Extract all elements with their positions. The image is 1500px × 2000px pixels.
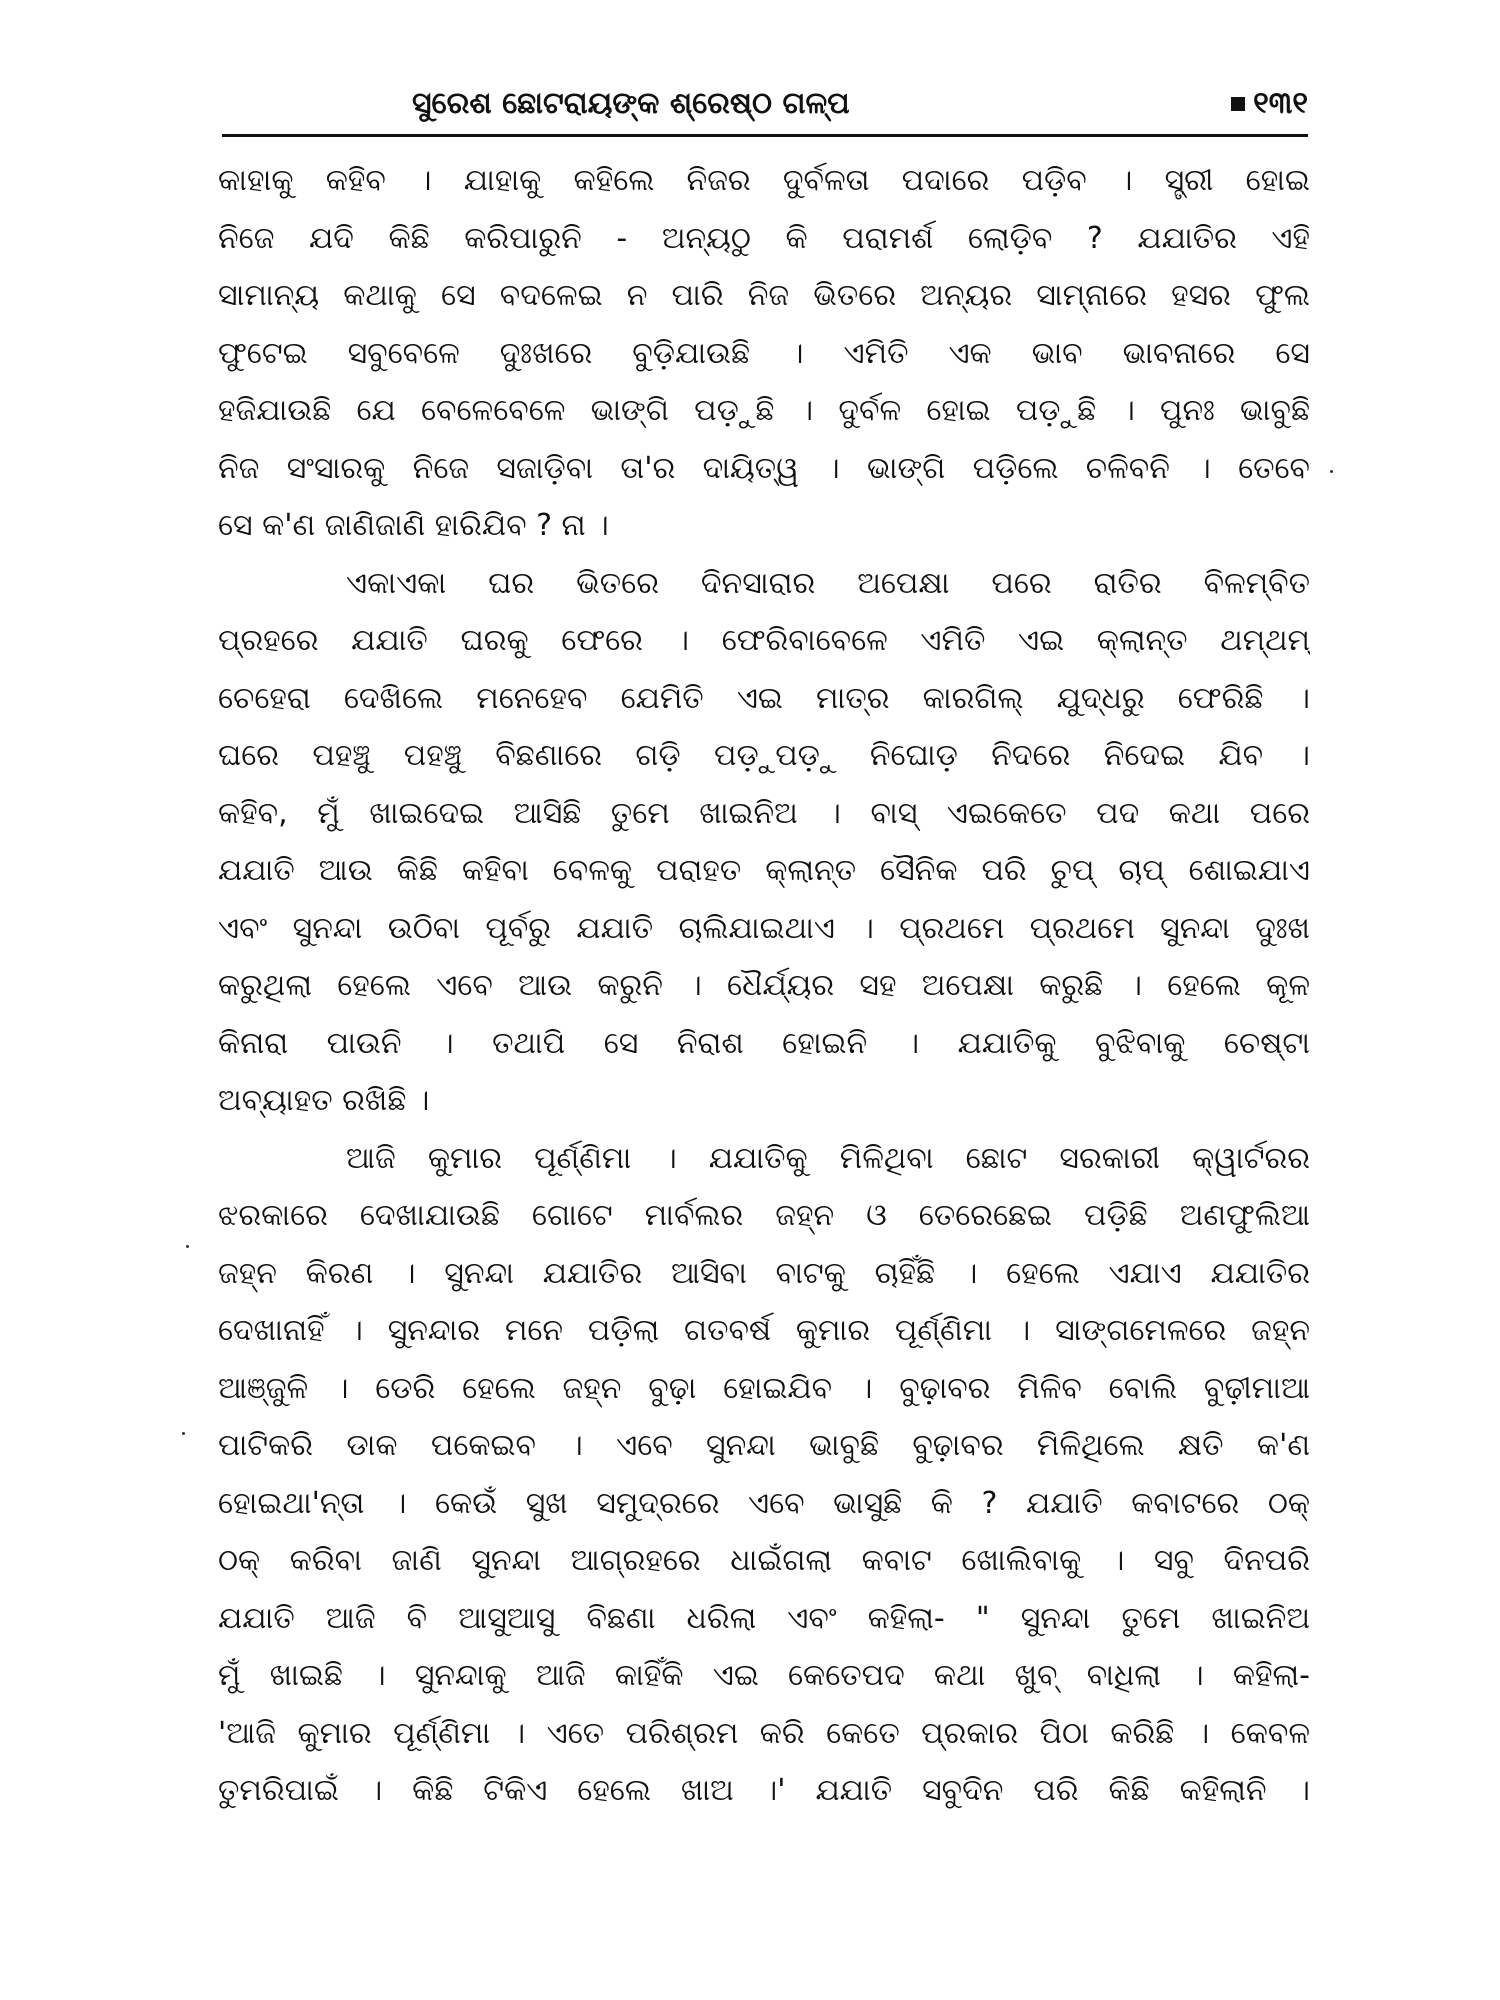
text-line: ମୁଁ ଖାଇଛି । ସୁନନ୍ଦାକୁ ଆଜି କାହିଁକି ଏଇ କେତେପଦ କଥା ଖୁବ୍ ବାଧିଲା । କହିଲା- [218, 1658, 1310, 1693]
text-line: ସେ କ'ଣ ଜାଣିଜାଣି ହାରିଯିବ ? ନା । [218, 508, 609, 543]
text-line: କହିବ, ମୁଁ ଖାଇଦେଇ ଆସିଛି ତୁମେ ଖାଇନିଅ । ବାସ୍ ଏଇକେତେ ପଦ କଥା ପରେ [218, 795, 1310, 831]
scan-speck [1330, 470, 1333, 473]
text-line: ଯଯାତି ଆଜି ବି ଆସୁଆସୁ ବିଛଣା ଧରିଲା ଏବଂ କହିଲା- " ସୁନନ୍ଦା ତୁମେ ଖାଇନିଅ [218, 1600, 1310, 1636]
text-line: ଯଯାତି ଆଉ କିଛି କହିବା ବେଳକୁ ପରାହତ କ୍ଲାନ୍ତ ସୈନିକ ପରି ଚୁପ୍ ଚାପ୍ ଶୋଇଯାଏ [218, 853, 1310, 888]
running-header [222, 82, 1308, 130]
text-line: ସାମାନ୍ୟ କଥାକୁ ସେ ବଦଳେଇ ନ ପାରି ନିଜ ଭିତରେ ଅନ୍ୟର ସାମ୍ନାରେ ହସର ଫୁଲ [218, 278, 1310, 313]
text-line: ପ୍ରହରେ ଯଯାତି ଘରକୁ ଫେରେ । ଫେରିବାବେଳେ ଏମିତି ଏଇ କ୍ଲାନ୍ତ ଥମ୍‌ଥମ୍ [218, 623, 1310, 658]
text-line: ଚେହେରା ଦେଖିଲେ ମନେହେବ ଯେମିତି ଏଇ ମାତ୍ର କାରଗିଲ୍ ଯୁଦ୍ଧରୁ ଫେରିଛି । [218, 680, 1310, 716]
text-line: ହଜିଯାଉଛି ଯେ ବେଳେବେଳେ ଭାଙ୍ଗି ପଡ଼ୁଛି । ଦୁର୍ବଳ ହୋଇ ପଡ଼ୁଛି । ପୁନଃ ଭାବୁଛି [218, 393, 1310, 428]
text-line: ଠକ୍ କରିବା ଜାଣି ସୁନନ୍ଦା ଆଗ୍ରହରେ ଧାଇଁଗଲା କବାଟ ଖୋଲିବାକୁ । ସବୁ ଦିନପରି [218, 1543, 1310, 1578]
text-line: ତୁମରିପାଇଁ । କିଛି ଟିକିଏ ହେଲେ ଖାଅ ।' ଯଯାତି ସବୁଦିନ ପରି କିଛି କହିଲାନି । [218, 1773, 1310, 1808]
text-line: ପାଟିକରି ଡାକ ପକେଇବ । ଏବେ ସୁନନ୍ଦା ଭାବୁଛି ବୁଢ଼ାବର ମିଳିଥିଲେ କ୍ଷତି କ'ଣ [218, 1428, 1310, 1463]
page-number-block [1231, 82, 1308, 126]
scan-speck [186, 1245, 189, 1248]
text-line: ନିଜ ସଂସାରକୁ ନିଜେ ସଜାଡ଼ିବା ତା'ର ଦାୟିତ୍ୱ । ଭାଙ୍ଗି ପଡ଼ିଲେ ଚଳିବନି । ତେବେ [218, 450, 1310, 486]
text-line: ଅବ୍ୟାହତ ରଖିଛି । [218, 1083, 430, 1118]
scan-speck [182, 1432, 185, 1435]
text-line: ଦେଖାନାହିଁ । ସୁନନ୍ଦାର ମନେ ପଡ଼ିଲା ଗତବର୍ଷ କୁମାର ପୂର୍ଣ୍ଣିମା । ସାଙ୍ଗମେଳରେ ଜହ୍ନ [218, 1313, 1310, 1348]
page-number: ୧୩୧ [1253, 86, 1308, 121]
paragraph-start-line: ଏକାଏକା ଘର ଭିତରେ ଦିନସାରାର ଅପେକ୍ଷା ପରେ ରାତିର ବିଳମ୍ବିତ [346, 565, 1310, 601]
book-title: ସୁରେଶ ଛୋଟରାୟଙ୍କ ଶ୍ରେଷ୍ଠ ଗଳ୍ପ [412, 86, 850, 121]
text-line: କରୁଥିଲା ହେଲେ ଏବେ ଆଉ କରୁନି । ଧୈର୍ଯ୍ୟର ସହ ଅପେକ୍ଷା କରୁଛି । ହେଲେ କୂଳ [218, 968, 1310, 1003]
square-bullet-icon [1231, 97, 1245, 111]
paragraph-start-line: ଆଜି କୁମାର ପୂର୍ଣ୍ଣିମା । ଯଯାତିକୁ ମିଳିଥିବା ଛୋଟ ସରକାରୀ କ୍ୱାର୍ଟରର [346, 1140, 1310, 1176]
text-line: ଜହ୍ନ କିରଣ । ସୁନନ୍ଦା ଯଯାତିର ଆସିବା ବାଟକୁ ଚାହିଁଛି । ହେଲେ ଏଯାଏ ଯଯାତିର [218, 1255, 1310, 1291]
text-line: ନିଜେ ଯଦି କିଛି କରିପାରୁନି - ଅନ୍ୟଠୁ କି ପରାମର୍ଶ ଲୋଡ଼ିବ ? ଯଯାତିର ଏହି [218, 220, 1310, 256]
text-line: 'ଆଜି କୁମାର ପୂର୍ଣ୍ଣିମା । ଏତେ ପରିଶ୍ରମ କରି କେତେ ପ୍ରକାର ପିଠା କରିଛି । କେବଳ [218, 1715, 1310, 1751]
text-line: ଫୁଟେଇ ସବୁବେଳେ ଦୁଃଖରେ ବୁଡ଼ିଯାଉଛି । ଏମିତି ଏକ ଭାବ ଭାବନାରେ ସେ [218, 335, 1310, 371]
text-line: କିନାରା ପାଉନି । ତଥାପି ସେ ନିରାଶ ହୋଇନି । ଯଯାତିକୁ ବୁଝିବାକୁ ଚେଷ୍ଟା [218, 1025, 1310, 1061]
text-line: ହୋଇଥା'ନ୍ତା । କେଉଁ ସୁଖ ସମୁଦ୍ରରେ ଏବେ ଭାସୁଛି କି ? ଯଯାତି କବାଟରେ ଠକ୍ [218, 1485, 1310, 1521]
body-text [218, 152, 1310, 1820]
text-line: ଆଞ୍ଜୁଳି । ଡେରି ହେଲେ ଜହ୍ନ ବୁଢ଼ା ହୋଇଯିବ । ବୁଢ଼ାବର ମିଳିବ ବୋଲି ବୁଢ଼ୀମାଆ [218, 1370, 1310, 1406]
text-line: ଘରେ ପହଞ୍ଚୁ ପହଞ୍ଚୁ ବିଛଣାରେ ଗଡ଼ି ପଡ଼ୁପଡ଼ୁ ନିଘୋଡ଼ ନିଦରେ ନିଦେଇ ଯିବ । [218, 738, 1310, 773]
text-line: କାହାକୁ କହିବ । ଯାହାକୁ କହିଲେ ନିଜର ଦୁର୍ବଳତା ପଦାରେ ପଡ଼ିବ । ସ୍ତ୍ରୀ ହୋଇ [218, 163, 1310, 198]
header-rule [222, 134, 1308, 137]
text-line: ଏବଂ ସୁନନ୍ଦା ଉଠିବା ପୂର୍ବରୁ ଯଯାତି ଚାଲିଯାଇଥାଏ । ପ୍ରଥମେ ପ୍ରଥମେ ସୁନନ୍ଦା ଦୁଃଖ [218, 910, 1310, 946]
text-line: ଝରକାରେ ଦେଖାଯାଉଛି ଗୋଟେ ମାର୍ବଲର ଜହ୍ନ ଓ ତେରେଛେଇ ପଡ଼ିଛି ଅଣଫୁଲିଆ [218, 1198, 1310, 1233]
